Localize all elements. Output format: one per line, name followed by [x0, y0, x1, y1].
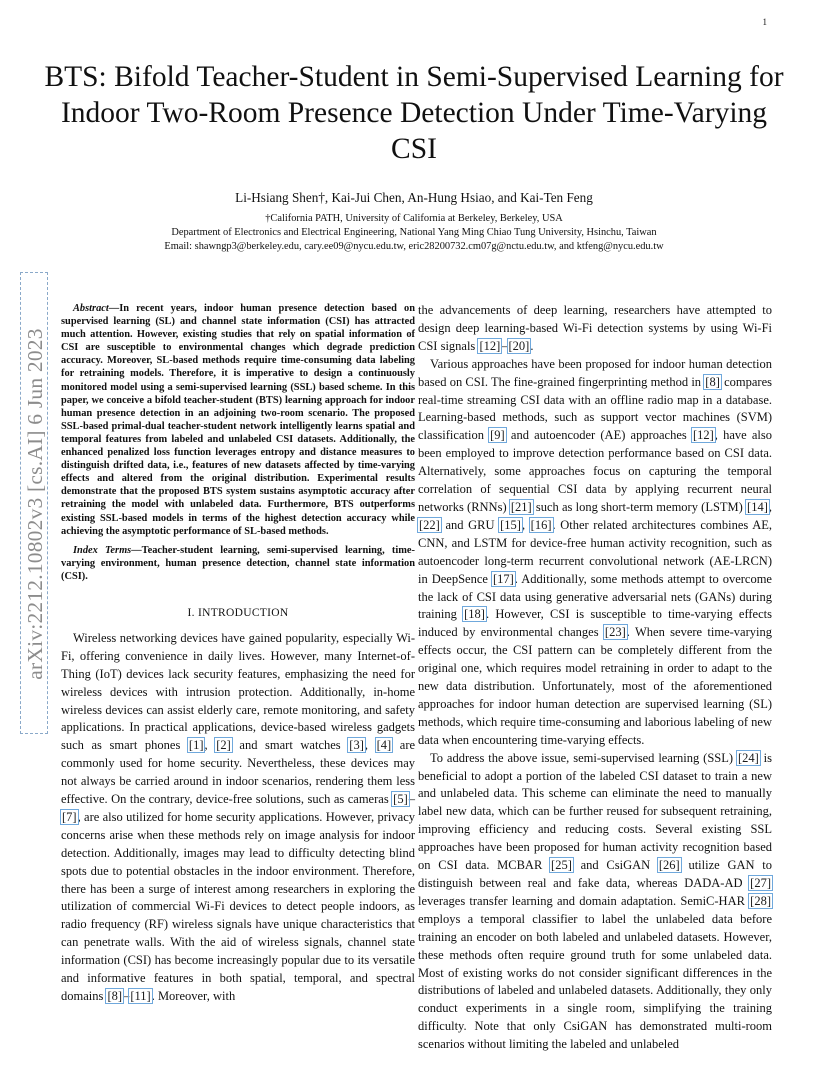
citation-link[interactable]: [4] [376, 738, 392, 753]
paragraph-text: utilize GAN to distinguish between real and fake data, whereas DADA-AD [418, 858, 772, 890]
abstract [61, 302, 415, 538]
paragraph-text: and GRU [440, 517, 500, 532]
paragraph-text: . However, CSI is susceptible to time-varying effects induced by environmental changes [418, 607, 772, 640]
paragraph-text: is beneficial to adopt a portion of the labeled CSI dataset to train a new and unlabeled data. This scheme can eliminate the need to manually label new data, which can be further reused for subsequent retraining, improving efficiency and reducing costs. Several existing SSL approaches have been proposed for human activity recognition based on CSI data. MCBAR [418, 750, 772, 873]
citation-link[interactable]: [25] [551, 858, 572, 873]
citation-link[interactable]: [26] [658, 858, 680, 873]
paragraph-text: . [530, 338, 534, 353]
citation-link[interactable]: [15] [500, 517, 521, 532]
paragraph-text: , [364, 738, 376, 753]
paragraph-text: are commonly used for home security. Nevertheless, these devices may not always be carried around in indoor scenarios, rendering them less effective. On the contrary, device-free solutions, such as cameras [61, 738, 416, 807]
citation-link[interactable]: [14] [747, 499, 768, 514]
paragraph-text: the advancements of deep learning, researchers have attempted to design deep learning-based Wi-Fi detection systems by using Wi-Fi CSI signals [418, 303, 772, 353]
paragraph-text: , [204, 738, 216, 753]
paragraph-text: – [408, 792, 415, 807]
citation-link[interactable]: [18] [464, 607, 485, 622]
arxiv-stamp[interactable] [20, 272, 48, 734]
index-terms-label: Index Terms [73, 544, 132, 556]
citation-link[interactable]: [16] [530, 517, 552, 532]
citation-link[interactable]: [23] [604, 625, 626, 640]
paragraph-text: Wireless networking devices have gained popularity, especially Wi-Fi, offering convenience in daily lives. However, many Internet-of-Thing (IoT) devices lack security features, emphasizing the need for wireless devices with intrusion protection. Additionally, in-home wireless devices can assist elderly care, remote monitoring, and safety applications. In practical applications, device-based wireless gadgets such as smart phones [61, 630, 415, 753]
author-emails: Email: shawngp3@berkeley.edu, cary.ee09@nycu.edu.tw, eric28200732.cm07g@nctu.edu.tw, and ktfeng@nycu.edu.tw [164, 241, 664, 252]
citation-link[interactable]: [17] [492, 571, 514, 586]
paragraph-text: . When severe time-varying effects occur, the CSI pattern can be completely different from the original one, which requires model retraining in order to adapt to the new data distribution. Unfortunately, most of the aforementioned approaches for indoor human detection are supervised learning (SL) methods, which require time-consuming and laborious labeling of new data when encountering time-varying effects. [418, 625, 772, 747]
paragraph-text: Various approaches have been proposed for indoor human detection based on CSI. The fine-grained fingerprinting method in [418, 356, 772, 389]
affiliation-path: †California PATH, University of California at Berkeley, Berkeley, USA [265, 213, 563, 224]
right-column [418, 302, 772, 1054]
paragraph-text: and smart watches [231, 738, 349, 753]
left-column [61, 302, 415, 1006]
citation-link[interactable]: [12] [479, 338, 501, 353]
paper-title: BTS: Bifold Teacher-Student in Semi-Supervised Learning for Indoor Two-Room Presence Detection Under Time-Varying CSI [44, 61, 784, 165]
citation-link[interactable]: [8] [107, 989, 123, 1003]
paragraph-text: such as long short-term memory (LSTM) [532, 499, 747, 514]
intro-paragraph-3 [418, 750, 772, 1054]
citation-link[interactable]: [1] [188, 738, 204, 753]
paragraph-text: To address the above issue, semi-supervised learning (SSL) [430, 750, 737, 765]
index-terms [61, 544, 415, 583]
citation-link[interactable]: [8] [705, 374, 720, 389]
paragraph-text: and CsiGAN [572, 858, 658, 873]
abstract-text: —In recent years, indoor human presence detection based on supervised learning (SL) and channel state information (CSI) has attracted much attention. However, existing studies that rely on spatial information of CSI are susceptible to environmental changes which degrade prediction accuracy. Moreover, SL-based methods require time-consuming data labeling for retraining models. Therefore, it is imperative to design a continuously monitored model using a semi-supervised learning (SSL) based scheme. In this paper, we conceive a bifold teacher-student (BTS) learning approach for indoor human presence detection in an adjoining two-room scenario. The proposed SSL-based primal-dual teacher-student network intelligently learns spatial and temporal features from labeled and unlabeled CSI datasets. Additionally, the enhanced penalized loss function leverages entropy and distance measures to distinguish drifted data, i.e., features of new datasets affected by time-varying effects and altered from the original distribution. Experimental results demonstrate that the proposed BTS system sustains asymptotic accuracy after retraining the model with unlabeled data. Furthermore, BTS outperforms existing SSL-based models in terms of the highest detection accuracy while achieving the asymptotic performance of SL-based methods. [61, 303, 415, 537]
citation-link[interactable]: [7] [62, 809, 77, 824]
citation-link[interactable]: [9] [490, 428, 505, 443]
paragraph-text: and autoencoder (AE) approaches [505, 428, 692, 443]
index-terms-text: —Teacher-student learning, semi-supervised learning, time-varying environment, human presence detection, channel state information (CSI). [61, 544, 415, 582]
paragraph-text: . Other related architectures combines AE, CNN, and LSTM for device-free human activity recognition, such as autoencoder long-term recurrent convolutional network (AE-LRCN) in DeepSence [418, 517, 772, 586]
citation-link[interactable]: [5] [393, 792, 408, 807]
page-number: 1 [762, 17, 767, 27]
paragraph-text: , [521, 517, 530, 532]
affiliation-nycu: Department of Electronics and Electrical Engineering, National Yang Ming Chiao Tung University, Hsinchu, Taiwan [171, 227, 657, 238]
paragraph-text: , [768, 499, 772, 514]
section-heading-introduction: I. INTRODUCTION [187, 606, 289, 619]
citation-link[interactable]: [21] [510, 499, 532, 514]
paragraph-text: . Additionally, some methods attempt to overcome the lack of CSI data using generative adversarial nets (GANs) during training [418, 571, 772, 622]
intro-paragraph-1 [61, 630, 415, 1006]
paragraph-text: – [123, 989, 130, 1003]
paragraph-text: . Moreover, with [151, 989, 236, 1003]
paragraph-text: , are also utilized for home security applications. However, privacy concerns arise when these methods rely on image analysis for indoor detection. Additionally, images may lead to difficulty detecting blind spots due to potential obstacles in the indoor environment. Therefore, there has been a surge of interest among researchers in exploring the utilization of commercial Wi-Fi devices to detect people indoors, as radio frequency (RF) wireless signals have unique characteristics that can penetrate walls. With the aid of wireless signals, channel state information (CSI) has become increasingly popular due to its versatile and informative features in both spatial, temporal, and spectral domains [61, 809, 415, 1003]
paragraph-text: – [501, 338, 508, 353]
citation-link[interactable]: [28] [750, 893, 771, 908]
citation-link[interactable]: [3] [349, 738, 364, 753]
citation-link[interactable]: [20] [508, 338, 530, 353]
citation-link[interactable]: [12] [692, 428, 714, 443]
citation-link[interactable]: [22] [419, 517, 440, 532]
paragraph-text: , have also been employed to improve detection performance based on CSI data. Alternatively, some approaches focus on capturing the temporal correlation of sequential CSI data by applying recurrent neural networks (RNNs) [418, 428, 772, 514]
intro-paragraph-continuation [418, 302, 772, 356]
paragraph-text: compares real-time streaming CSI data with an offline radio map in a database. Learning-based methods, such as support vector machines (SVM) classification [418, 374, 772, 443]
citation-link[interactable]: [24] [737, 750, 759, 765]
author-list: Li-Hsiang Shen†, Kai-Jui Chen, An-Hung Hsiao, and Kai-Ten Feng [235, 190, 593, 205]
intro-paragraph-2 [418, 356, 772, 750]
citation-link[interactable]: [2] [216, 738, 231, 753]
citation-link[interactable]: [27] [750, 876, 771, 890]
arxiv-identifier: arXiv:2212.10802v3 [cs.AI] 6 Jun 2023 [23, 328, 47, 680]
paragraph-text: employs a temporal classifier to label the unlabeled data before training an encoder on both labeled and unlabeled datasets. However, these methods often require ground truth for some unlabeled data. Most of existing works do not consider significant differences in the distributions of labeled and unlabeled datasets. Additionally, they only conduct experiments in a single room, simplifying the training difficulty. Note that only CsiGAN has demonstrated multi-room scenarios without limiting the labeled and unlabeled [418, 911, 772, 1052]
citation-link[interactable]: [11] [130, 989, 151, 1003]
abstract-label: Abstract [73, 303, 109, 314]
paragraph-text: leverages transfer learning and domain adaptation. SemiC-HAR [418, 893, 750, 908]
